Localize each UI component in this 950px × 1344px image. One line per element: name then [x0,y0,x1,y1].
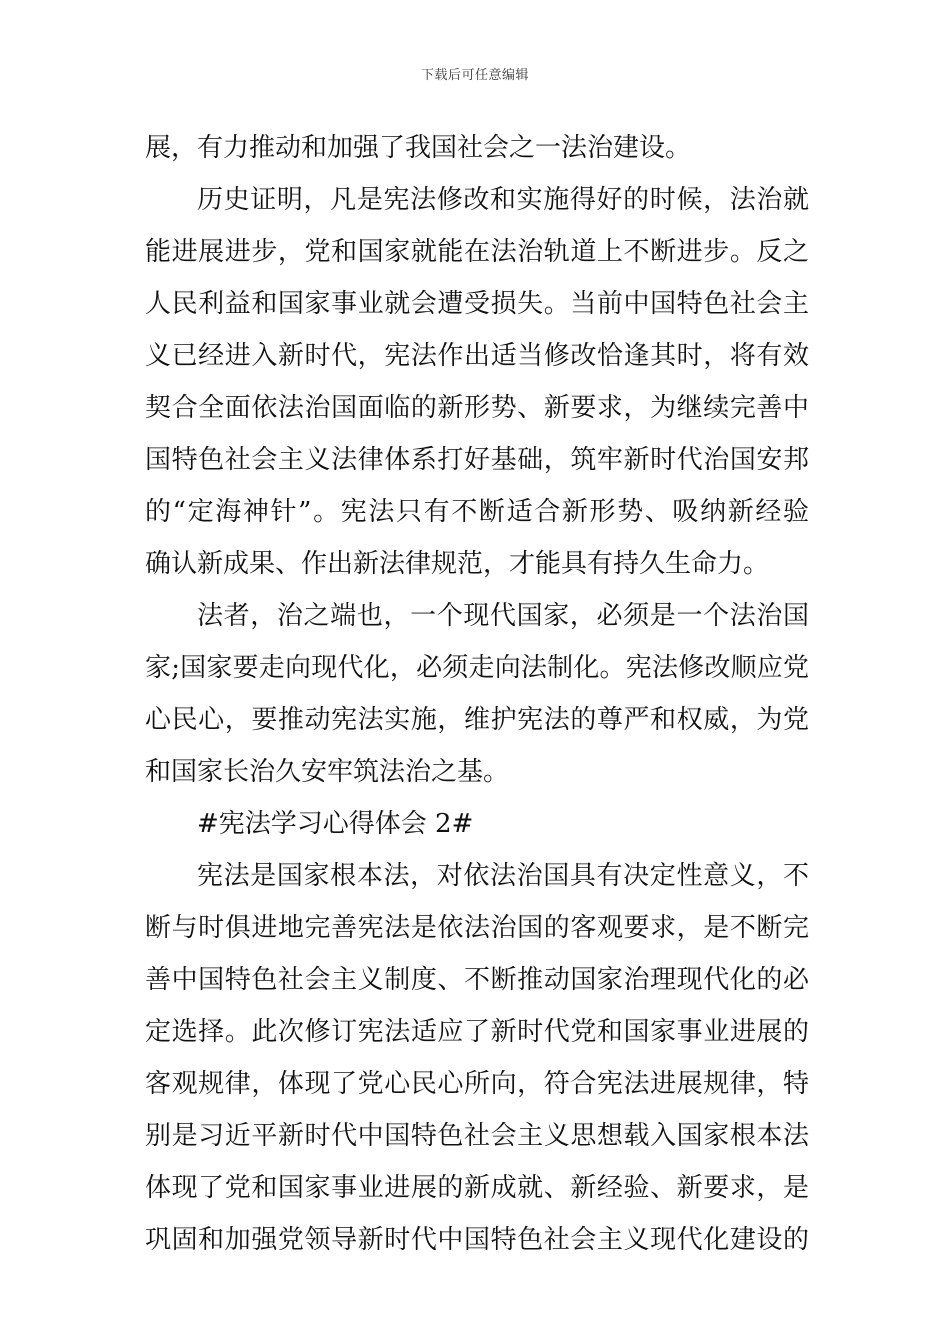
text-line: 善中国特色社会主义制度、不断推动国家治理现代化的必 [145,965,809,995]
text-line: 定选择。此次修订宪法适应了新时代党和国家事业进展的 [145,1017,809,1047]
text-line: 契合全面依法治国面临的新形势、新要求，为继续完善中 [145,393,809,423]
text-line: 人民利益和国家事业就会遭受损失。当前中国特色社会主 [145,289,809,319]
text-line: 能进展进步，党和国家就能在法治轨道上不断进步。反之 [145,237,809,267]
section-heading: #宪法学习心得体会 2# [197,809,474,839]
text-line: 断与时俱进地完善宪法是依法治国的客观要求，是不断完 [145,913,809,943]
paragraph-first-line: 法者，治之端也，一个现代国家，必须是一个法治国 [197,601,809,631]
text-line: 国特色社会主义法律体系打好基础，筑牢新时代治国安邦 [145,445,809,475]
text-line: 展，有力推动和加强了我国社会之一法治建设。 [145,133,692,163]
paragraph-first-line: 宪法是国家根本法，对依法治国具有决定性意义，不 [197,861,809,891]
text-line: 心民心，要推动宪法实施，维护宪法的尊严和权威，为党 [145,705,809,735]
text-line: 体现了党和国家事业进展的新成就、新经验、新要求，是 [145,1173,809,1203]
document-body [145,122,809,1266]
text-line: 家;国家要走向现代化，必须走向法制化。宪法修改顺应党 [145,653,809,683]
text-line: 和国家长治久安牢筑法治之基。 [145,757,510,787]
text-line: 客观规律，体现了党心民心所向，符合宪法进展规律，特 [145,1069,809,1099]
paragraph-first-line: 历史证明，凡是宪法修改和实施得好的时候，法治就 [197,185,809,215]
page-header: 下载后可任意编辑 [420,68,529,83]
text-line: 别是习近平新时代中国特色社会主义思想载入国家根本法 [145,1121,809,1151]
text-line: 义已经进入新时代，宪法作出适当修改恰逢其时，将有效 [145,341,809,371]
text-line: 的“定海神针”。宪法只有不断适合新形势、吸纳新经验 [145,497,809,527]
text-line: 巩固和加强党领导新时代中国特色社会主义现代化建设的 [145,1225,809,1255]
text-line: 确认新成果、作出新法律规范，才能具有持久生命力。 [145,549,770,579]
